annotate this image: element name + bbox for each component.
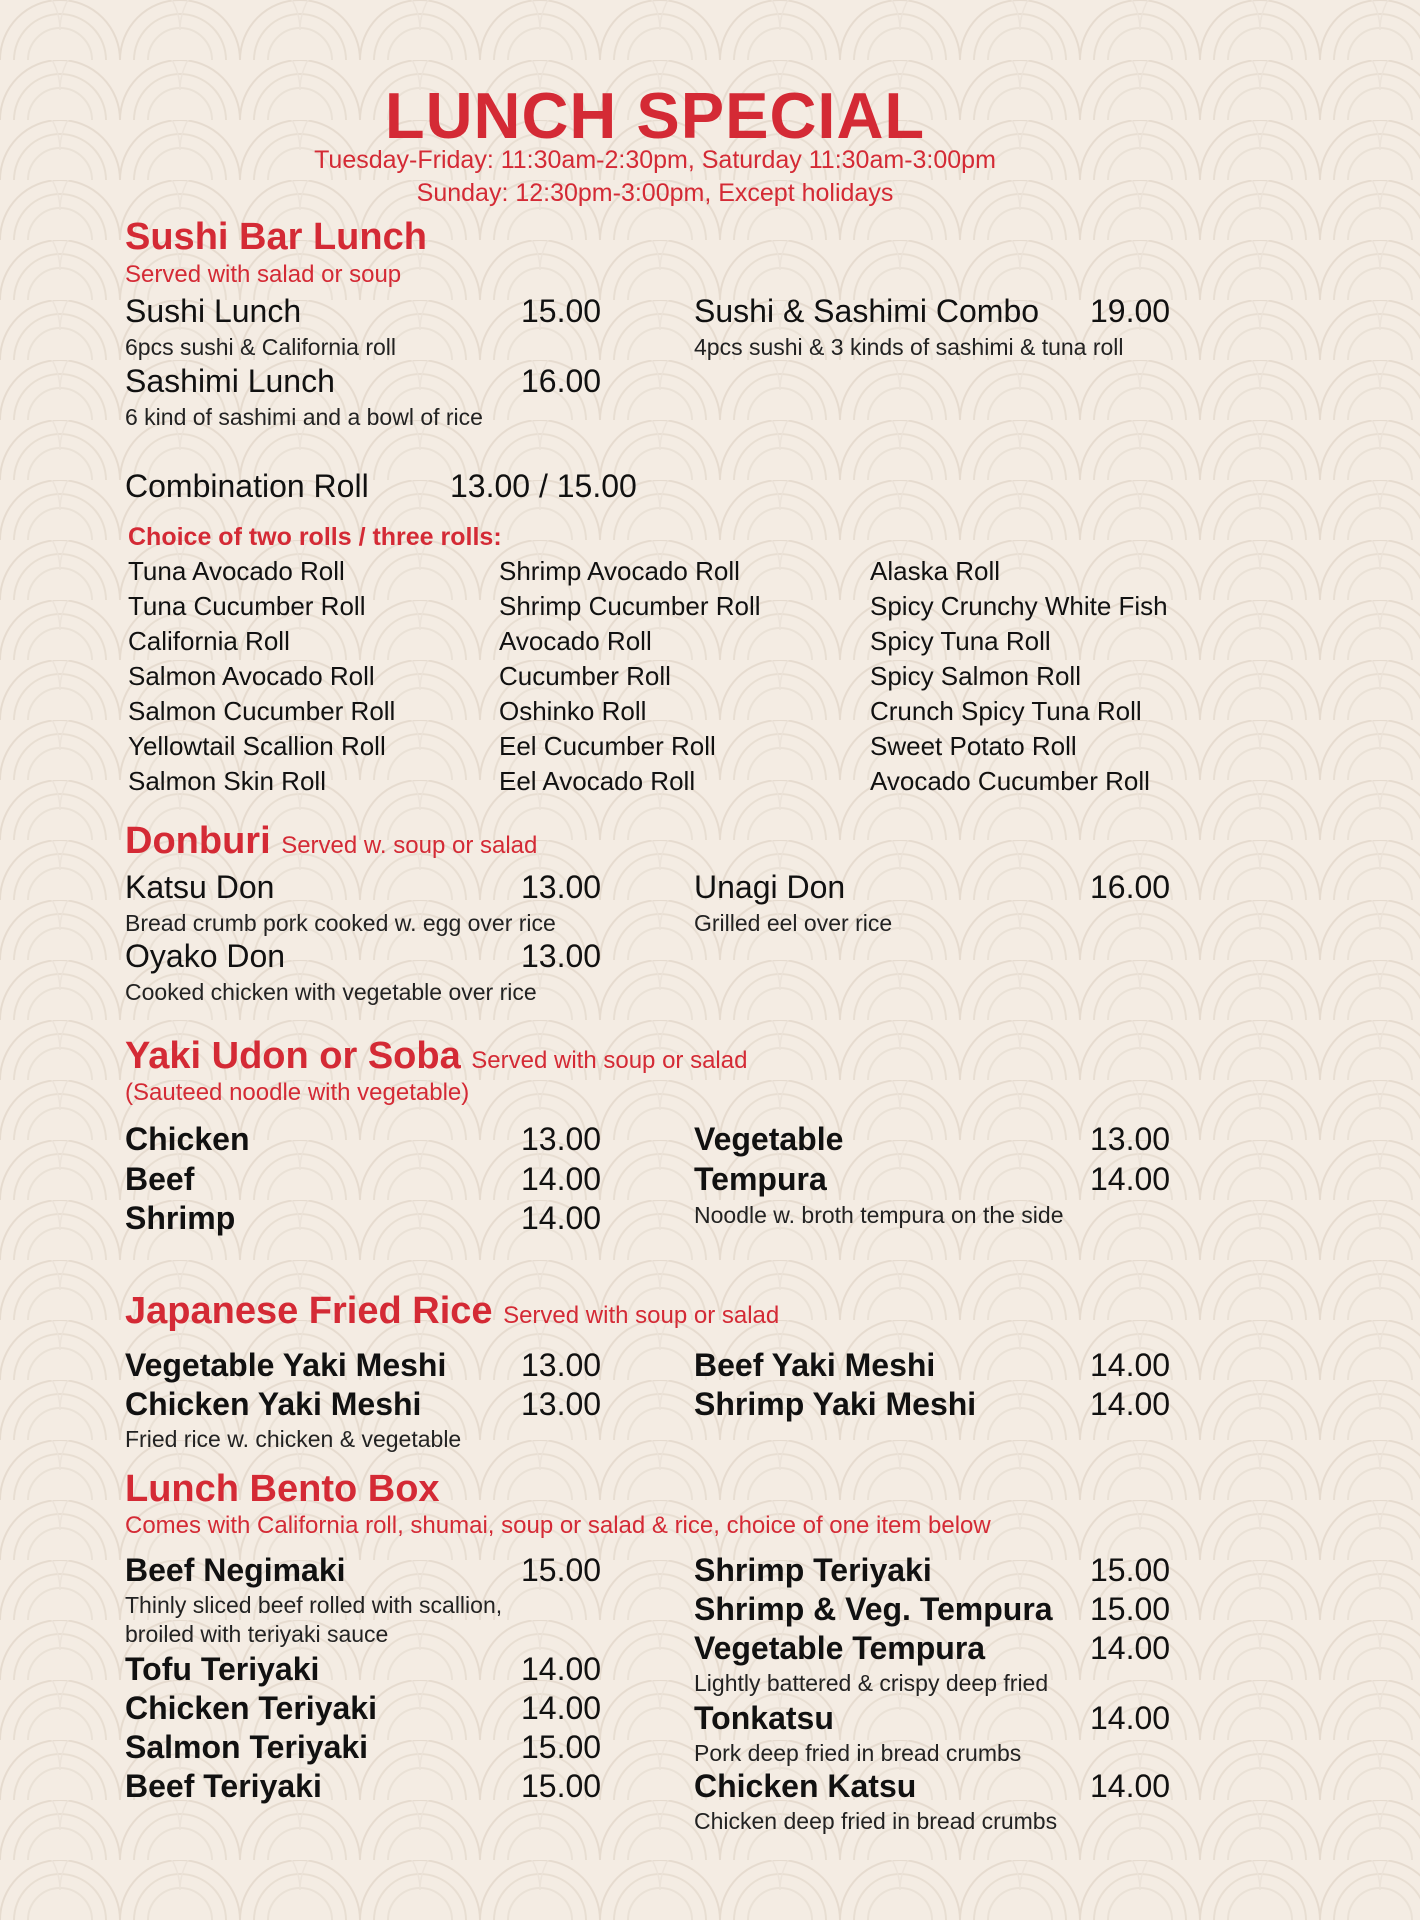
item-price-chicken-teriyaki: 14.00 xyxy=(521,1690,602,1726)
roll-list-item: Salmon Avocado Roll xyxy=(128,661,375,691)
item-price-sashimi-lunch: 16.00 xyxy=(521,363,602,399)
item-price-udon-vegetable: 13.00 xyxy=(1090,1121,1171,1157)
item-price-tonkatsu: 14.00 xyxy=(1090,1700,1171,1736)
item-price-unagi-don: 16.00 xyxy=(1090,869,1171,905)
item-price-chicken-yaki-meshi: 13.00 xyxy=(521,1386,602,1422)
item-price-udon-shrimp: 14.00 xyxy=(521,1200,602,1236)
item-name-udon-shrimp: Shrimp xyxy=(125,1200,236,1236)
item-name-chicken-katsu: Chicken Katsu xyxy=(694,1768,917,1804)
section-heading-bento: Lunch Bento Box xyxy=(125,1468,440,1510)
item-price-chicken-katsu: 14.00 xyxy=(1090,1768,1171,1804)
item-name-sashimi-lunch: Sashimi Lunch xyxy=(125,363,335,399)
hours-line-1: Tuesday-Friday: 11:30am-2:30pm, Saturday 11:30am-3:00pm xyxy=(314,146,996,174)
item-price-sushi-sashimi-combo: 19.00 xyxy=(1090,293,1171,329)
item-price-udon-beef: 14.00 xyxy=(521,1161,602,1197)
section-heading-sushi-bar: Sushi Bar Lunch xyxy=(125,216,427,258)
roll-list-item: Sweet Potato Roll xyxy=(870,731,1077,761)
item-name-udon-vegetable: Vegetable xyxy=(694,1121,844,1157)
fried-rice-note: Served with soup or salad xyxy=(503,1302,780,1329)
item-name-tofu-teriyaki: Tofu Teriyaki xyxy=(125,1651,320,1687)
fried-rice-title: Japanese Fried Rice xyxy=(125,1290,493,1332)
item-desc-katsu-don: Bread crumb pork cooked w. egg over rice xyxy=(125,910,556,936)
udon-note: Served with soup or salad xyxy=(471,1047,748,1074)
roll-list-item: Avocado Cucumber Roll xyxy=(870,766,1150,796)
item-desc-beef-negimaki-2: broiled with teriyaki sauce xyxy=(125,1621,389,1647)
item-name-udon-chicken: Chicken xyxy=(125,1121,250,1157)
item-desc-sushi-lunch: 6pcs sushi & California roll xyxy=(125,334,397,360)
combination-roll-choice: Choice of two rolls / three rolls: xyxy=(128,523,502,551)
section-subtitle-udon: (Sauteed noodle with vegetable) xyxy=(125,1079,470,1106)
item-name-chicken-yaki-meshi: Chicken Yaki Meshi xyxy=(125,1386,422,1422)
udon-title: Yaki Udon or Soba xyxy=(125,1035,461,1077)
section-subtitle-sushi-bar: Served with salad or soup xyxy=(125,261,402,288)
item-price-beef-teriyaki: 15.00 xyxy=(521,1768,602,1804)
item-price-shrimp-veg-tempura: 15.00 xyxy=(1090,1591,1171,1627)
item-price-katsu-don: 13.00 xyxy=(521,869,602,905)
item-name-udon-tempura: Tempura xyxy=(694,1161,827,1197)
item-name-oyako-don: Oyako Don xyxy=(125,938,286,974)
item-name-udon-beef: Beef xyxy=(125,1161,195,1197)
item-price-beef-yaki-meshi: 14.00 xyxy=(1090,1347,1171,1383)
item-price-beef-negimaki: 15.00 xyxy=(521,1552,602,1588)
item-name-vegetable-tempura: Vegetable Tempura xyxy=(694,1630,986,1666)
roll-list-item: Eel Avocado Roll xyxy=(499,766,696,796)
item-name-sushi-lunch: Sushi Lunch xyxy=(125,293,302,329)
item-price-udon-chicken: 13.00 xyxy=(521,1121,602,1157)
item-price-combination-roll: 13.00 / 15.00 xyxy=(450,468,637,504)
item-price-salmon-teriyaki: 15.00 xyxy=(521,1729,602,1765)
roll-list-item: Spicy Tuna Roll xyxy=(870,626,1051,656)
roll-list-item: Tuna Cucumber Roll xyxy=(128,591,366,621)
roll-list-item: Spicy Crunchy White Fish xyxy=(870,591,1168,621)
roll-list-item: Spicy Salmon Roll xyxy=(870,661,1081,691)
item-price-vegetable-tempura: 14.00 xyxy=(1090,1630,1171,1666)
item-name-combination-roll: Combination Roll xyxy=(125,468,369,504)
item-desc-chicken-yaki-meshi: Fried rice w. chicken & vegetable xyxy=(125,1426,462,1452)
item-price-vegetable-yaki-meshi: 13.00 xyxy=(521,1347,602,1383)
item-name-shrimp-yaki-meshi: Shrimp Yaki Meshi xyxy=(694,1386,977,1422)
item-name-chicken-teriyaki: Chicken Teriyaki xyxy=(125,1690,377,1726)
roll-list-item: Shrimp Cucumber Roll xyxy=(499,591,761,621)
section-heading-udon xyxy=(125,1035,747,1078)
roll-list-item: Eel Cucumber Roll xyxy=(499,731,716,761)
roll-list-item: Salmon Skin Roll xyxy=(128,766,326,796)
page-title: LUNCH SPECIAL xyxy=(384,79,926,152)
item-name-sushi-sashimi-combo: Sushi & Sashimi Combo xyxy=(694,293,1040,329)
item-price-oyako-don: 13.00 xyxy=(521,938,602,974)
item-name-shrimp-teriyaki: Shrimp Teriyaki xyxy=(694,1552,932,1588)
item-desc-beef-negimaki-1: Thinly sliced beef rolled with scallion, xyxy=(125,1592,503,1618)
item-desc-tonkatsu: Pork deep fried in bread crumbs xyxy=(694,1740,1022,1766)
donburi-title: Donburi xyxy=(125,820,271,862)
item-name-salmon-teriyaki: Salmon Teriyaki xyxy=(125,1729,369,1765)
item-name-beef-yaki-meshi: Beef Yaki Meshi xyxy=(694,1347,936,1383)
item-price-tofu-teriyaki: 14.00 xyxy=(521,1651,602,1687)
item-name-beef-teriyaki: Beef Teriyaki xyxy=(125,1768,322,1804)
item-desc-unagi-don: Grilled eel over rice xyxy=(694,910,893,936)
item-desc-oyako-don: Cooked chicken with vegetable over rice xyxy=(125,979,537,1005)
item-name-vegetable-yaki-meshi: Vegetable Yaki Meshi xyxy=(125,1347,447,1383)
item-desc-sashimi-lunch: 6 kind of sashimi and a bowl of rice xyxy=(125,404,483,430)
donburi-note: Served w. soup or salad xyxy=(281,832,538,859)
item-price-shrimp-teriyaki: 15.00 xyxy=(1090,1552,1171,1588)
roll-list-item: Crunch Spicy Tuna Roll xyxy=(870,696,1142,726)
roll-list-item: Salmon Cucumber Roll xyxy=(128,696,396,726)
roll-list-item: California Roll xyxy=(128,626,290,656)
roll-list-item: Cucumber Roll xyxy=(499,661,671,691)
item-name-tonkatsu: Tonkatsu xyxy=(694,1700,834,1736)
item-desc-sushi-sashimi-combo: 4pcs sushi & 3 kinds of sashimi & tuna roll xyxy=(694,334,1124,360)
roll-list-item: Oshinko Roll xyxy=(499,696,647,726)
section-heading-donburi xyxy=(125,820,537,863)
item-price-shrimp-yaki-meshi: 14.00 xyxy=(1090,1386,1171,1422)
item-price-udon-tempura: 14.00 xyxy=(1090,1161,1171,1197)
section-subtitle-bento: Comes with California roll, shumai, soup or salad & rice, choice of one item below xyxy=(125,1512,991,1539)
item-desc-chicken-katsu: Chicken deep fried in bread crumbs xyxy=(694,1808,1058,1834)
roll-list-item: Avocado Roll xyxy=(499,626,652,656)
item-desc-vegetable-tempura: Lightly battered & crispy deep fried xyxy=(694,1670,1049,1696)
item-name-shrimp-veg-tempura: Shrimp & Veg. Tempura xyxy=(694,1591,1053,1627)
item-name-katsu-don: Katsu Don xyxy=(125,869,275,905)
item-name-beef-negimaki: Beef Negimaki xyxy=(125,1552,346,1588)
roll-list-item: Alaska Roll xyxy=(870,556,1001,586)
item-desc-udon-tempura: Noodle w. broth tempura on the side xyxy=(694,1202,1064,1228)
roll-list-item: Yellowtail Scallion Roll xyxy=(128,731,386,761)
section-heading-fried-rice xyxy=(125,1290,779,1333)
hours-line-2: Sunday: 12:30pm-3:00pm, Except holidays xyxy=(416,179,894,207)
roll-list-item: Shrimp Avocado Roll xyxy=(499,556,740,586)
item-name-unagi-don: Unagi Don xyxy=(694,869,846,905)
roll-list-item: Tuna Avocado Roll xyxy=(128,556,345,586)
item-price-sushi-lunch: 15.00 xyxy=(521,293,602,329)
